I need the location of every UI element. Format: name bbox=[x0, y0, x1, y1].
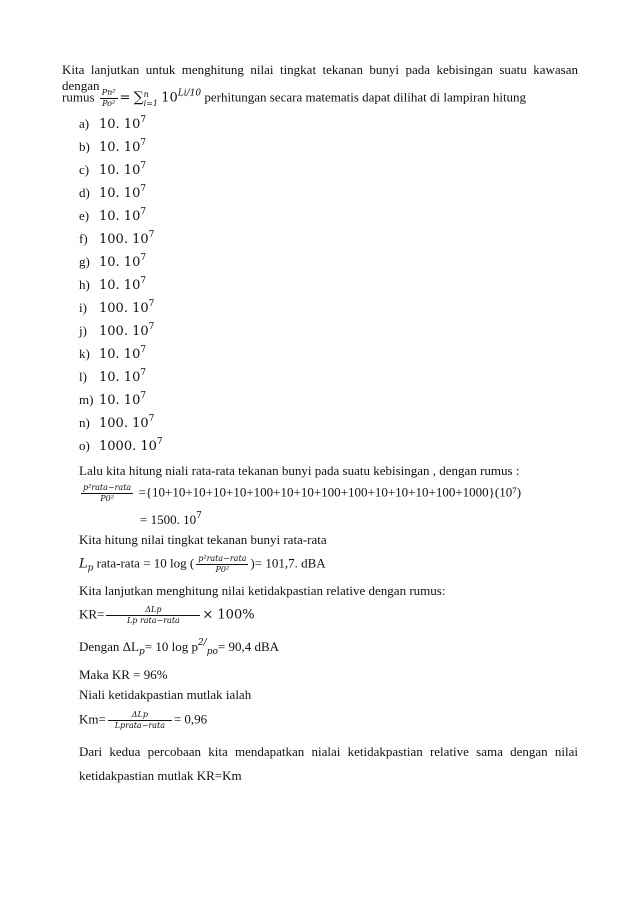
list-item: c) 10. $10^7$ bbox=[79, 161, 147, 178]
sum-lower: i=1 bbox=[143, 98, 159, 108]
list-item: o) 1000. $10^7$ bbox=[79, 437, 163, 454]
intro-line: Kita lanjutkan untuk menghitung nilai tingkat tekanan bunyi pada kebisingan suatu kawasan dengan bbox=[62, 62, 578, 93]
list-item: k) 10. $10^7$ bbox=[79, 345, 147, 362]
formula-denominator: Po² bbox=[102, 99, 116, 108]
list-item: a) 10. $10^7$ bbox=[79, 115, 147, 132]
list-item: d) 10. $10^7$ bbox=[79, 184, 147, 201]
lp-fraction: $\frac{\text{p²rata−rata}}{\text{P0²}}$ bbox=[198, 554, 247, 574]
formula-numerator: Pn² bbox=[101, 88, 116, 97]
km-fraction: $\frac{\text{ΔLp}}{\text{Lprata−rata}}$ bbox=[108, 710, 172, 731]
conclusion-line-1: Dari kedua percobaan kita mendapatkan nialai ketidakpastian relative sama dengan nilai bbox=[79, 744, 578, 759]
list-item: i) 100. $10^7$ bbox=[79, 299, 155, 316]
formula-exponent: Li/10 bbox=[177, 88, 202, 99]
list-item: m) 10. $10^7$ bbox=[79, 391, 147, 408]
avg-sum: ={10+10+10+10+10+100+10+10+100+100+10+10+10+100+1000}(10⁷) bbox=[138, 484, 522, 500]
lp-formula: $L_p$ rata-rata = 10 log ( $\frac{\text{p²rata−rata}}{\text{P0²}}$ )= 101,7. dBA bbox=[79, 554, 326, 574]
list-item: f) 100. $10^7$ bbox=[79, 230, 155, 247]
avg-formula bbox=[79, 483, 521, 504]
delta-formula: Dengan $\Delta L_p= 10$ $\log p^{2/}_{po}= 90,4$ dBA bbox=[79, 638, 280, 657]
kr-fraction: $\frac{\text{ΔLp}}{\text{Lp rata−rata}}$ bbox=[106, 605, 200, 626]
formula-line bbox=[62, 88, 526, 109]
list-item: e) 10. $10^7$ bbox=[79, 207, 147, 224]
kr-result: Maka KR = 96% bbox=[79, 667, 168, 682]
conclusion-line-2: ketidakpastian mutlak KR=Km bbox=[79, 768, 242, 783]
formula-base: 10 bbox=[161, 90, 178, 106]
avg-intro: Lalu kita hitung niali rata-rata tekanan bunyi pada suatu kebisingan , dengan rumus : bbox=[79, 463, 520, 478]
avg-fraction-num: p²rata−rata bbox=[83, 483, 132, 492]
sum-upper: n bbox=[143, 89, 149, 99]
formula-fraction bbox=[100, 88, 118, 109]
list-item: b) 10. $10^7$ bbox=[79, 138, 147, 155]
km-intro: Niali ketidakpastian mutlak ialah bbox=[79, 687, 252, 702]
sum-symbol: ∑ bbox=[133, 89, 144, 106]
list-item: j) 100. $10^7$ bbox=[79, 322, 155, 339]
km-formula: Km= $\frac{\text{ΔLp}}{\text{Lprata−rata}}$ = 0,96 bbox=[79, 710, 208, 730]
rumus-word: rumus bbox=[62, 89, 95, 105]
list-item: n) 100. $10^7$ bbox=[79, 414, 155, 431]
avg-fraction-den: P0² bbox=[100, 494, 114, 503]
list-item: l) 10. $10^7$ bbox=[79, 368, 147, 385]
intro-tail: perhitungan secara matematis dapat dilihat di lampiran hitung bbox=[204, 89, 527, 105]
list-item: g) 10. $10^7$ bbox=[79, 253, 147, 270]
kr-intro: Kita lanjutkan menghitung nilai ketidakpastian relative dengan rumus: bbox=[79, 583, 446, 598]
avg-fraction bbox=[81, 483, 133, 504]
kr-formula: KR= $\frac{\text{ΔLp}}{\text{Lp rata−rata}}$ × 100% bbox=[79, 605, 255, 625]
formula-equals: = bbox=[119, 90, 131, 106]
avg-result: = 1500. $10^7$ bbox=[140, 511, 202, 527]
list-item: h) 10. $10^7$ bbox=[79, 276, 147, 293]
level-intro: Kita hitung nilai tingkat tekanan bunyi rata-rata bbox=[79, 532, 327, 547]
